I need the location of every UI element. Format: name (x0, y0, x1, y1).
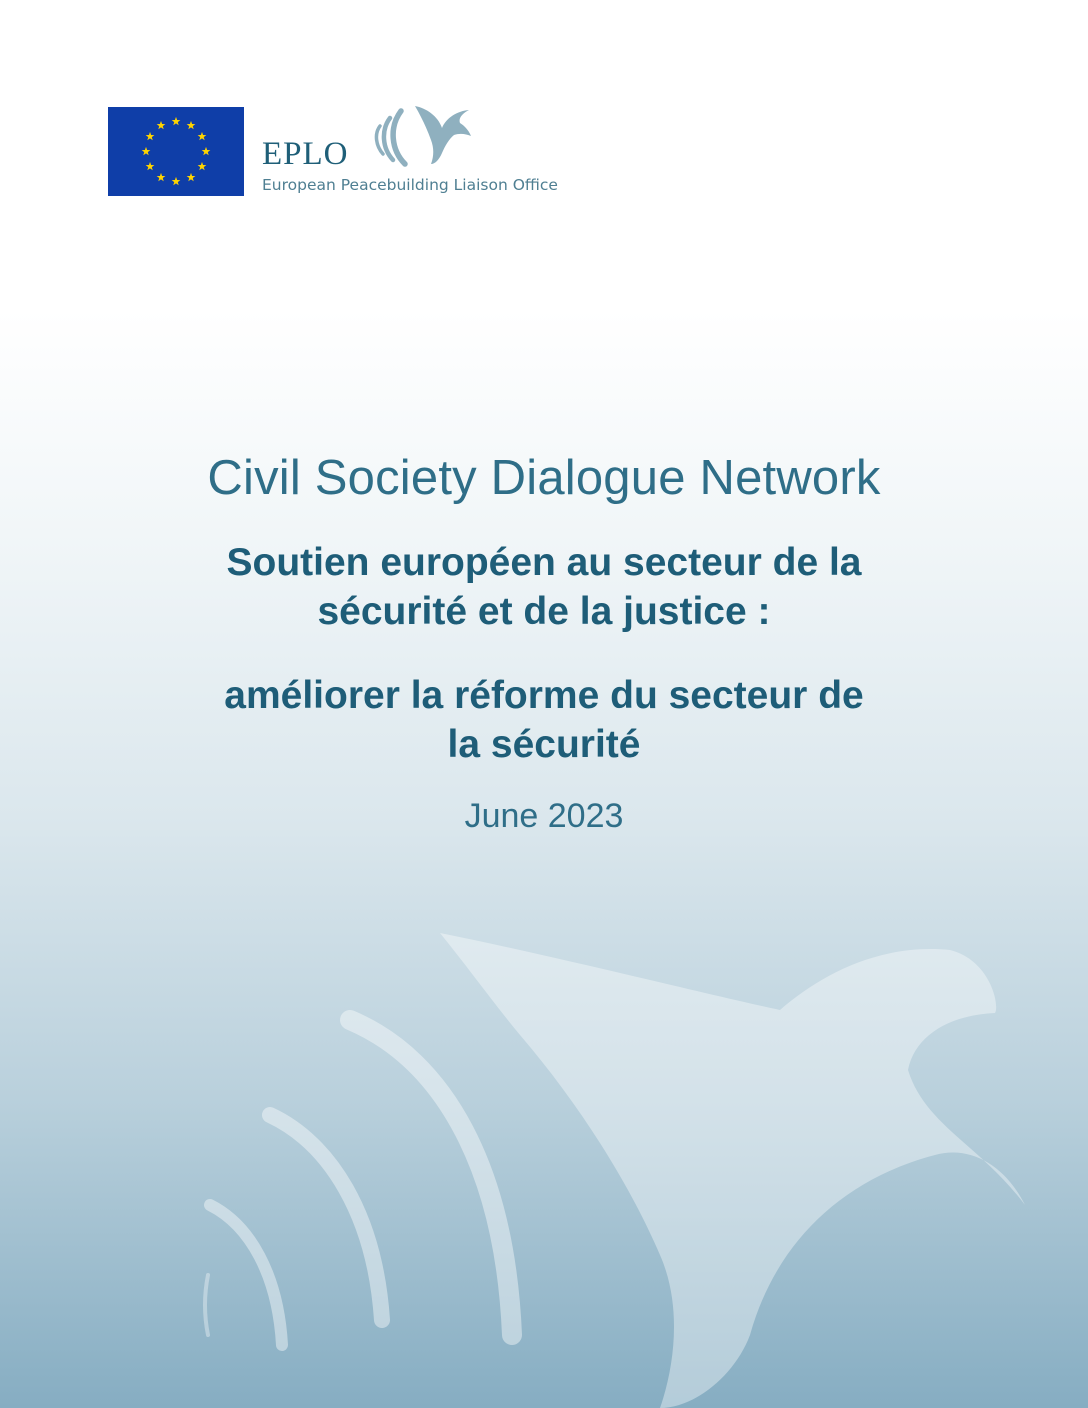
publication-date: June 2023 (464, 797, 624, 835)
eu-star-icon (198, 132, 207, 140)
eu-star-icon (157, 173, 166, 181)
eu-star-icon (187, 121, 196, 129)
org-full-name: European Peacebuilding Liaison Office (262, 176, 558, 194)
eu-star-icon (172, 117, 181, 125)
eu-star-icon (142, 147, 151, 155)
series-title: Civil Society Dialogue Network (207, 451, 881, 505)
subtitle-line: la sécurité (447, 723, 641, 766)
background-dove-watermark (190, 915, 1050, 1408)
subtitle-line: améliorer la réforme du secteur de (224, 674, 864, 717)
eu-star-icon (187, 173, 196, 181)
document-subtitle (94, 671, 994, 769)
eu-star-icon (172, 177, 181, 185)
eu-star-icon (146, 132, 155, 140)
eu-star-icon (146, 162, 155, 170)
eu-star-icon (198, 162, 207, 170)
eu-star-icon (202, 147, 211, 155)
eu-flag-icon (108, 107, 244, 196)
org-abbreviation: EPLO (262, 136, 349, 172)
title-line: Soutien européen au secteur de la (226, 541, 862, 584)
eu-star-icon (157, 121, 166, 129)
document-title (94, 538, 994, 636)
title-line: sécurité et de la justice : (317, 590, 771, 633)
eplo-logo (262, 98, 582, 208)
eplo-dove-icon (370, 98, 480, 173)
